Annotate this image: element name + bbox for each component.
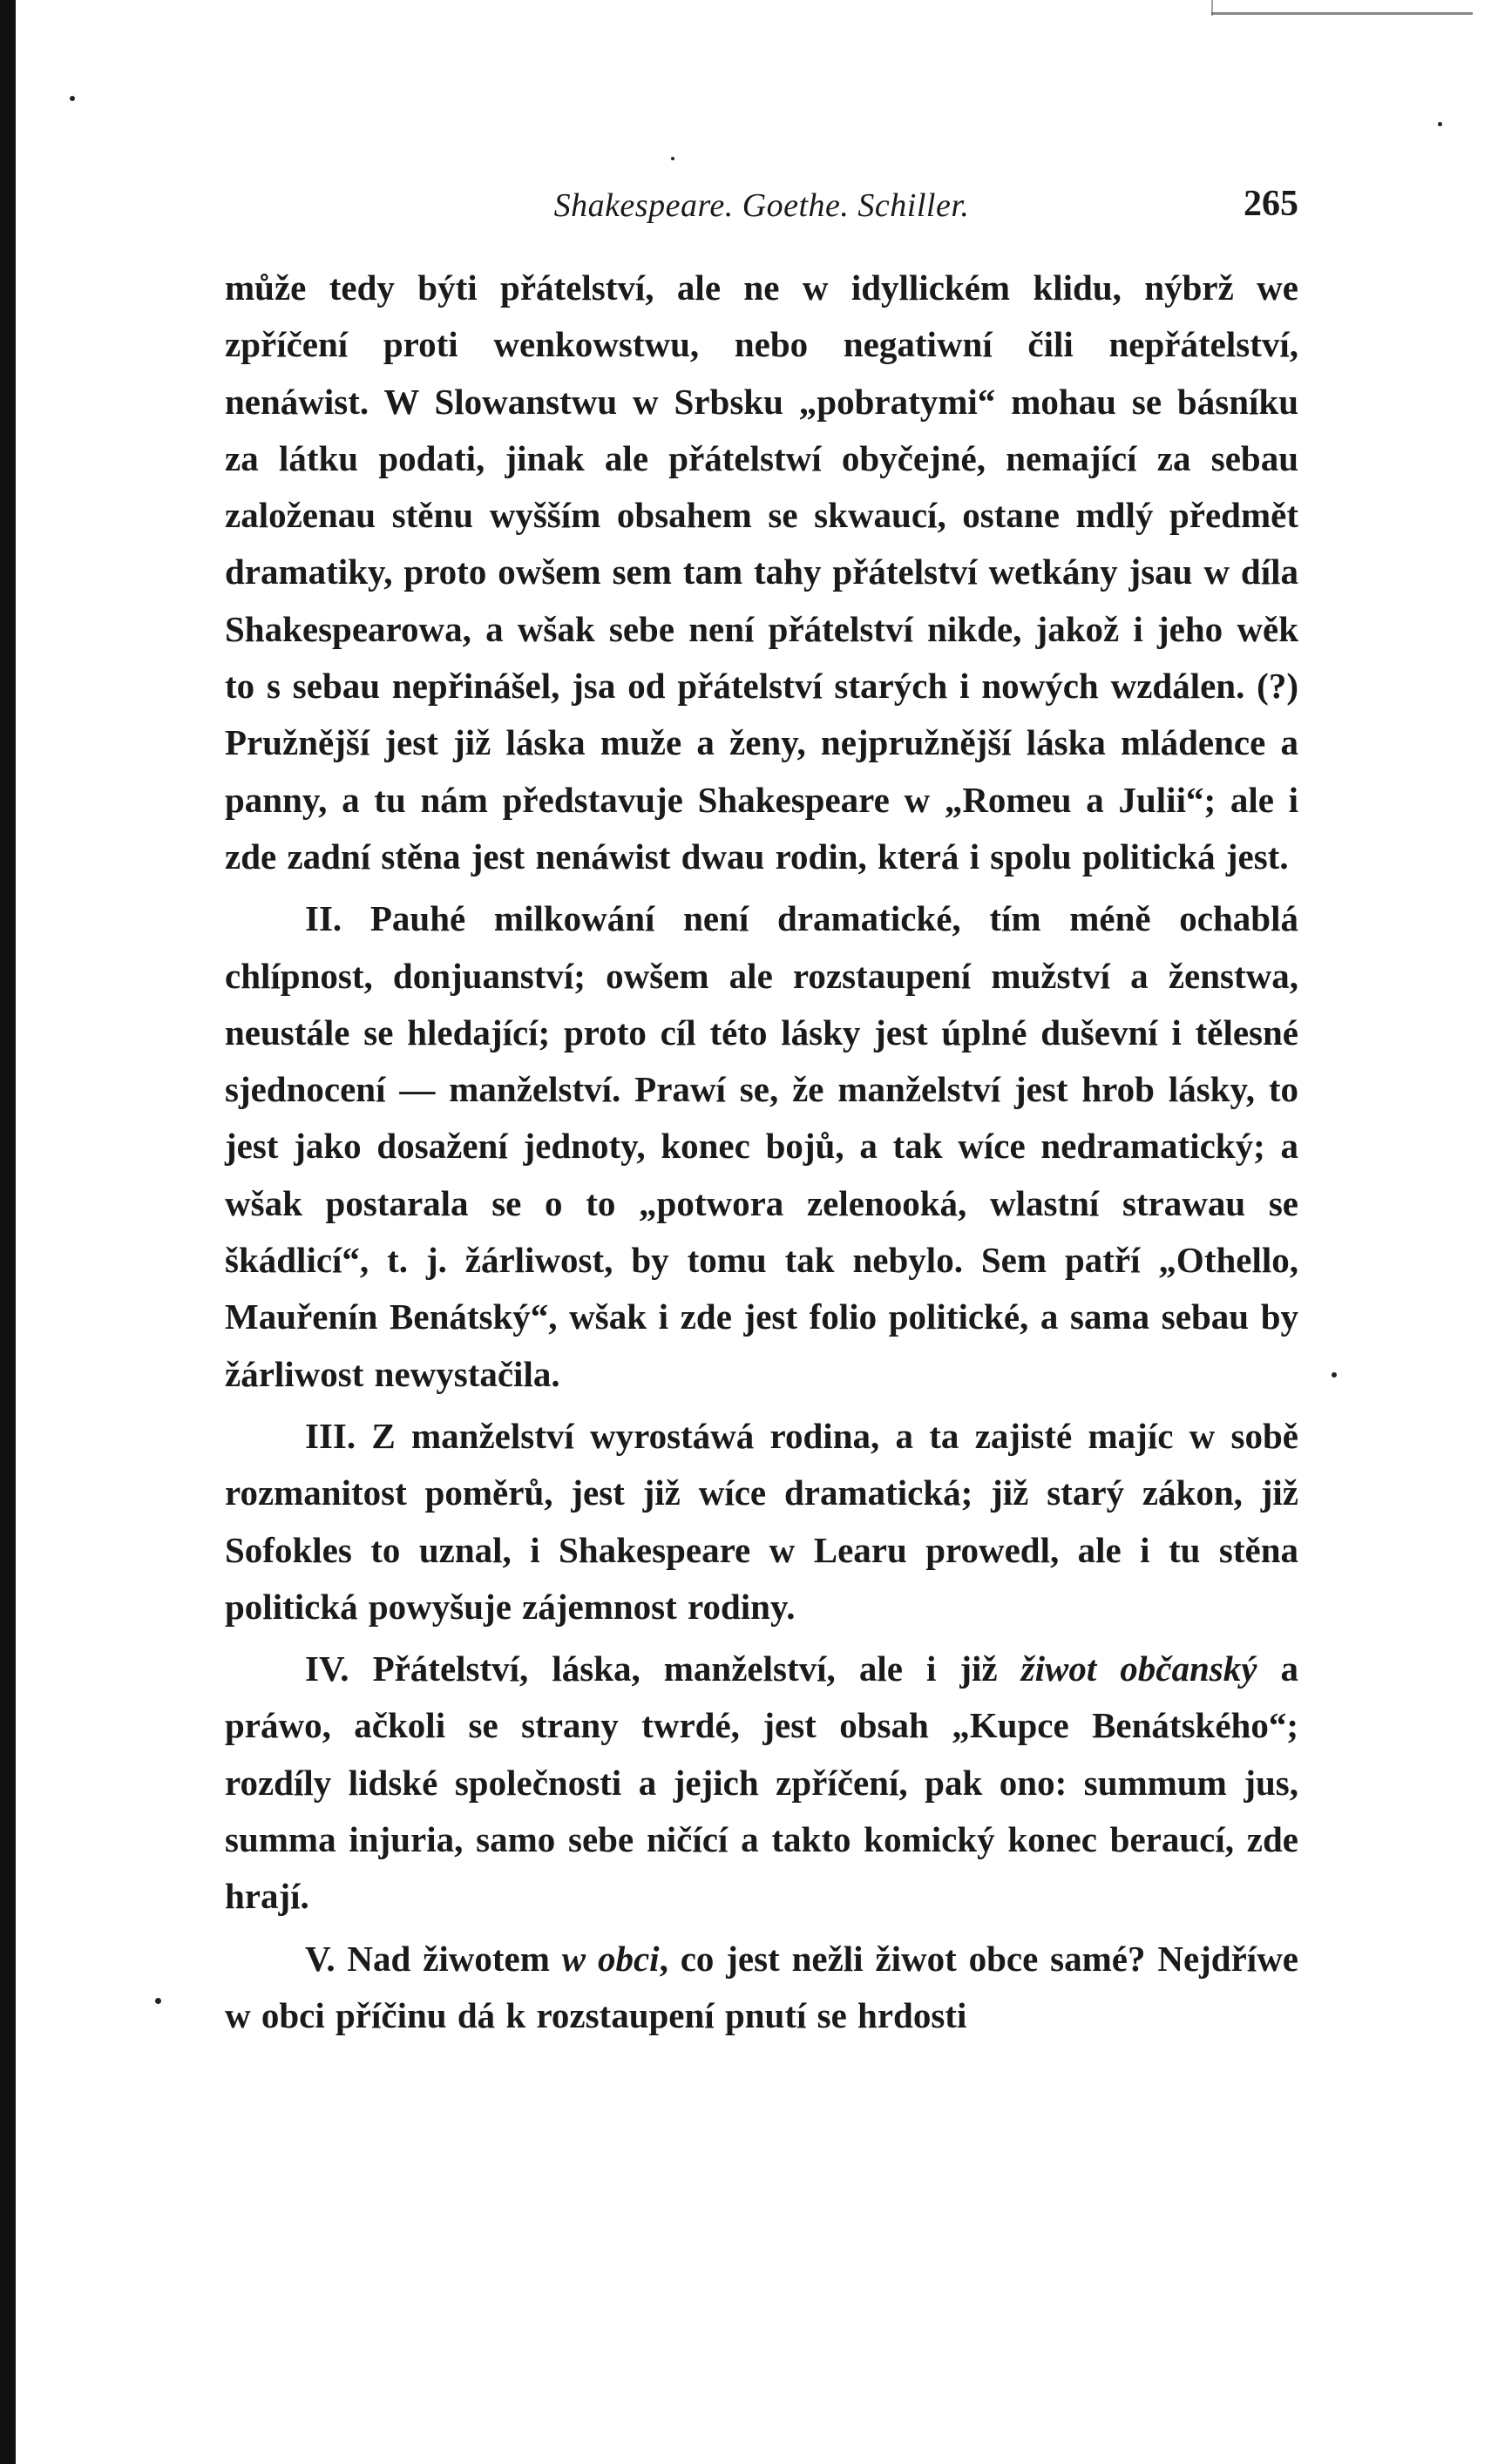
scan-speck [1332, 1372, 1337, 1378]
italic-phrase: w obci [561, 1938, 660, 1979]
running-head [225, 183, 1298, 235]
scan-left-edge [0, 0, 16, 2464]
running-title: Shakespeare. Goethe. Schiller. [553, 187, 970, 224]
scan-speck [671, 157, 674, 160]
scan-speck [70, 96, 75, 101]
italic-phrase: žiwot občanský [1020, 1648, 1257, 1689]
page-number: 265 [1244, 184, 1298, 224]
book-page [225, 183, 1298, 2044]
paragraph [225, 1931, 1298, 2045]
paragraph [225, 890, 1298, 1403]
paragraph [225, 1408, 1298, 1635]
paragraph-text: II. Pauhé milkowání není dramatické, tím méně ochablá chlípnost, donjuanství; owšem ale rozstaupení mužství a ženstwa, neustále se hledající; proto cíl této lásky jest úplné duševní i tělesné sjednocení — manželství. Prawí se, že manželství jest hrob lásky, to jest jako dosažení jednoty, konec bojů, a tak wíce nedramatický; a wšak postarala se o to „potwora zelenooká, wlastní strawau se škádlicí“, t. j. žárliwost, by tomu tak nebylo. Sem patří „Othello, Mauřenín Benátský“, wšak i zde jest folio politické, a sama sebau by žárliwost newystačila. [225, 898, 1298, 1394]
scan-speck [155, 1998, 161, 2004]
paragraph [225, 260, 1298, 885]
paragraph [225, 1641, 1298, 1925]
paragraph-text: V. Nad žiwotem [305, 1938, 562, 1979]
paragraph-text: , co jest nežli žiwot obce samé? Nejdříwe w obci příčinu dá k rozstaupení pnutí se hrdosti [225, 1938, 1299, 2035]
paragraph-text: IV. Přátelství, láska, manželství, ale i již [305, 1648, 1021, 1689]
scan-mark [1211, 12, 1473, 15]
paragraph-text: může tedy býti přátelství, ale ne w idyllickém klidu, nýbrž we zpříčení proti wenkowstwu, nebo negatiwní čili nepřátelství, nenáwist. W Slowanstwu w Srbsku „pobratymi“ mohau se básníku za látku podati, jinak ale přátelstwí obyčejné, nemající za sebau založenau stěnu wyšším obsahem se skwaucí, ostane mdlý předmět dramatiky, proto owšem sem tam tahy přátelství wetkány jsau w díla Shakespearowa, a wšak sebe není přátelství nikde, jakož i jeho wěk to s sebau nepřinášel, jsa od přátelství starých i nowých wzdálen. (?) Pružnější jest již láska muže a ženy, nejpružnější láska mládence a panny, a tu nám představuje Shakespeare w „Romeu a Julii“; ale i zde zadní stěna jest nenáwist dwau rodin, která i spolu politická jest. [225, 267, 1298, 877]
paragraph-text: III. Z manželství wyrostáwá rodina, a ta zajisté majíc w sobě rozmanitost poměrů, jest již wíce dramatická; již starý zákon, již Sofokles to uznal, i Shakespeare w Learu prowedl, ale i tu stěna politická powyšuje zájemnost rodiny. [225, 1415, 1298, 1627]
paragraph-text: a práwo, ačkoli se strany twrdé, jest obsah „Kupce Benátského“; rozdíly lidské společnosti a jejich zpříčení, pak ono: summum jus, summa injuria, samo sebe ničící a takto komický konec beraucí, zde hrají. [225, 1648, 1298, 1917]
body-text [225, 260, 1298, 2044]
scan-speck [1438, 122, 1442, 126]
